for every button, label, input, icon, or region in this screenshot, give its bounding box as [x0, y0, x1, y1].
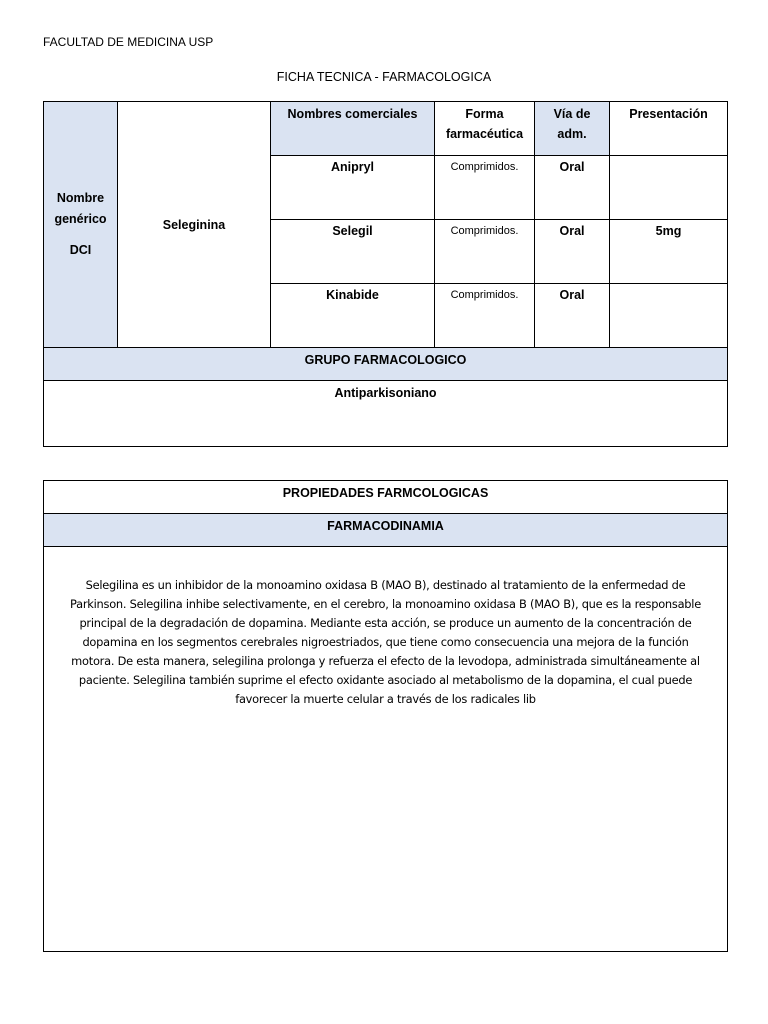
- route: Oral: [535, 220, 610, 284]
- route: Oral: [535, 156, 610, 220]
- pharmacodynamics-text: Selegilina es un inhibidor de la monoamino oxidasa B (MAO B), destinado al tratamiento de la enfermedad de Parkinson. Selegilina inhibe selectivamente, en el cerebro, la monoamino oxidasa B (MAO B), que es la responsable principal de la degradación de dopamina. Mediante esta acción, se produce un aumento de la concentración de dopamina en los segmentos cerebrales nigroestriados, que tiene como consecuencia una mejora de la función motora. De esta manera, selegilina prolonga y refuerza el efecto de la levodopa, administrada simultáneamente al paciente. Selegilina también suprime el efecto oxidante asociado al metabolismo de la dopamina, el cual puede favorecer la muerte celular a través de los radicales lib: [44, 547, 728, 952]
- route: Oral: [535, 284, 610, 348]
- brand-name: Anipryl: [271, 156, 435, 220]
- dosage-form: Comprimidos.: [435, 284, 535, 348]
- column-header-presentation: Presentación: [610, 102, 728, 156]
- presentation: 5mg: [610, 220, 728, 284]
- generic-name-label: Nombre genérico DCI: [44, 102, 118, 348]
- dosage-form: Comprimidos.: [435, 156, 535, 220]
- column-header-brand: Nombres comerciales: [271, 102, 435, 156]
- brand-name: Kinabide: [271, 284, 435, 348]
- brand-name: Selegil: [271, 220, 435, 284]
- document-title: FICHA TECNICA - FARMACOLOGICA: [276, 70, 492, 84]
- generic-name-value: Seleginina: [118, 102, 271, 348]
- properties-title: PROPIEDADES FARMCOLOGICAS: [44, 481, 728, 514]
- pharmacologic-group-value: Antiparkisoniano: [44, 381, 728, 447]
- drug-info-table: [43, 101, 728, 447]
- faculty-name: FACULTAD DE MEDICINA USP: [43, 35, 214, 49]
- presentation: [610, 156, 728, 220]
- column-header-route: Vía de adm.: [535, 102, 610, 156]
- pharmacologic-group-header: GRUPO FARMACOLOGICO: [44, 348, 728, 381]
- properties-table: [43, 480, 728, 952]
- column-header-form: Forma farmacéutica: [435, 102, 535, 156]
- pharmacodynamics-header: FARMACODINAMIA: [44, 514, 728, 547]
- presentation: [610, 284, 728, 348]
- dosage-form: Comprimidos.: [435, 220, 535, 284]
